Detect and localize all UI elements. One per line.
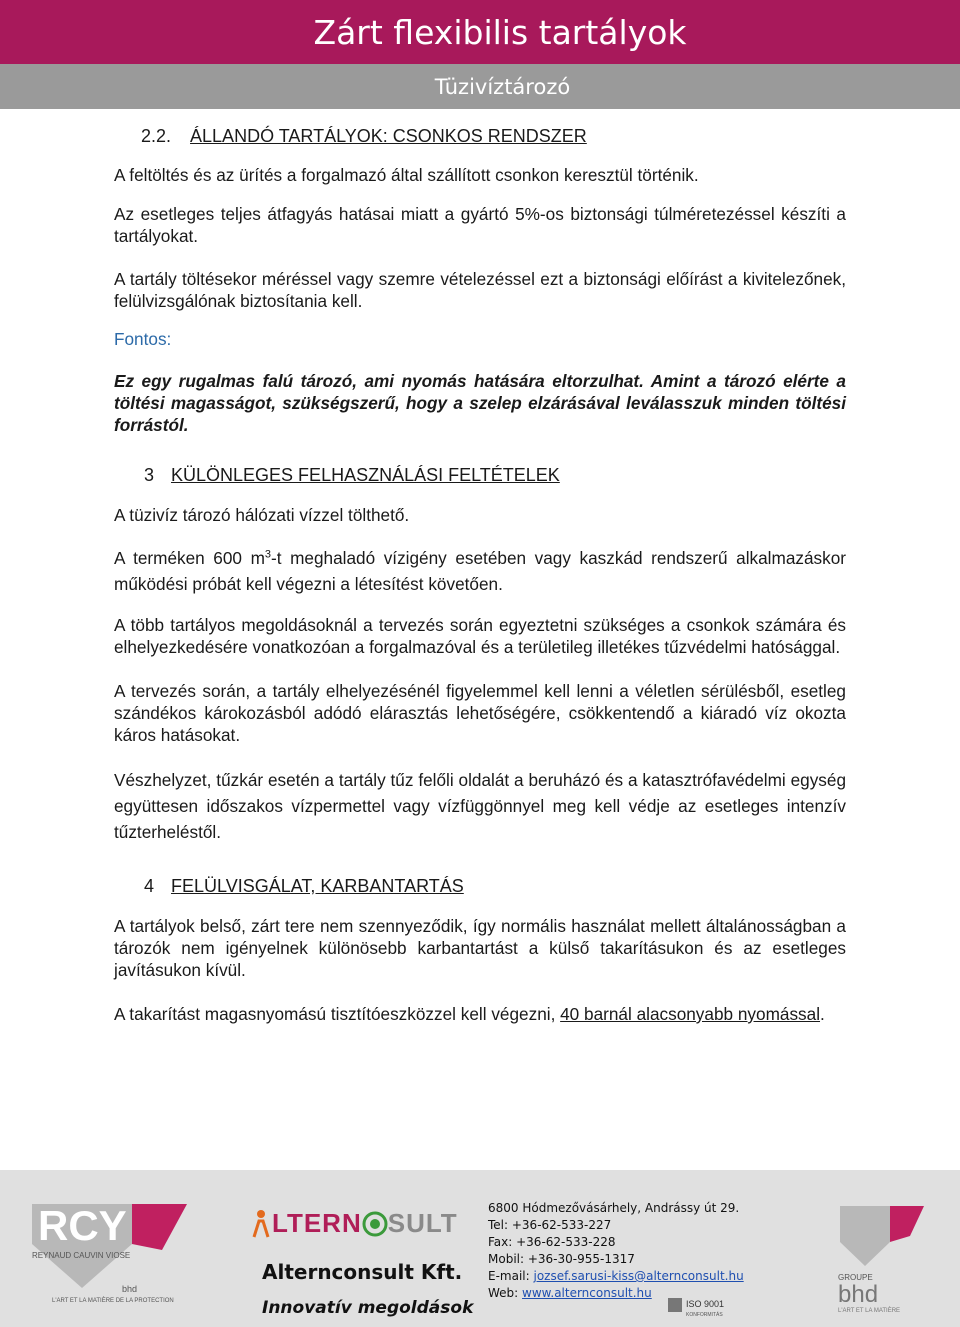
paragraph: A tüzivíz tározó hálózati vízzel tölthető. <box>114 505 410 525</box>
paragraph: A takarítást magasnyomású tisztítóeszközzel kell végezni, 40 barnál alacsonyabb nyomással. <box>114 1004 825 1024</box>
section-number: 4 <box>144 876 155 896</box>
page-footer <box>0 1170 960 1327</box>
company-name: Alternconsult Kft. <box>262 1260 463 1284</box>
iso-badge <box>668 1296 732 1320</box>
document-subtitle: Tüzivíztározó <box>0 64 960 109</box>
contact-block <box>488 1200 744 1302</box>
mobile: Mobil: +36-30-955-1317 <box>488 1252 635 1266</box>
svg-text:L'ART ET LA MATIÈRE DE LA PROT: L'ART ET LA MATIÈRE DE LA PROTECTION <box>52 1298 174 1304</box>
svg-text:L'ART ET LA MATIÈRE: L'ART ET LA MATIÈRE <box>838 1308 901 1314</box>
rcy-logo <box>22 1192 222 1317</box>
phone: Tel: +36-62-533-227 <box>488 1218 612 1232</box>
paragraph: A terméken 600 $m^3-t$ meghaladó vízigény esetében vagy kaszkád rendszerű alkalmazáskor működési próbát kell végezni a létesítést követően. <box>114 548 846 594</box>
warning-paragraph: Ez egy rugalmas falú tározó, ami nyomás hatására eltorzulhat. Amint a tározó elérte a töltési magasságot, szükségszerű, hogy a szelep elzárásával leválasszuk minden töltési forrástól. <box>114 371 846 435</box>
person-icon <box>250 1209 272 1239</box>
section-4-heading <box>114 875 846 897</box>
section-title: FELÜLVISGÁLAT, KARBANTARTÁS <box>171 876 464 896</box>
svg-text:GROUPE: GROUPE <box>838 1273 873 1282</box>
section-number: 3 <box>144 465 155 485</box>
svg-text:ISO 9001: ISO 9001 <box>686 1299 725 1309</box>
svg-text:REYNAUD CAUVIN VIOSE: REYNAUD CAUVIN VIOSE <box>32 1251 131 1260</box>
section-title: ÁLLANDÓ TARTÁLYOK: CSONKOS RENDSZER <box>190 126 587 146</box>
section-3-heading <box>114 464 846 486</box>
paragraph: Az esetleges teljes átfagyás hatásai miatt a gyártó 5%-os biztonsági túlméretezéssel készíti a tartályokat. <box>114 204 846 246</box>
svg-text:RCY: RCY <box>38 1202 127 1249</box>
document-title: Zárt flexibilis tartályok <box>0 0 960 64</box>
paragraph: A tervezés során, a tartály elhelyezésénél figyelemmel kell lenni a véletlen sérülésből, esetleg szándékos károkozásból adódó elárasztás lehetőségére, csökkentendő a kiáradó víz okozta káros hatásokat. <box>114 681 846 745</box>
paragraph: A több tartályos megoldásoknál a tervezés során egyeztetni szükséges a csonkok számára és elhelyezkedésére vonatkozóan a forgalmazóval és a területileg illetékes tűzvédelmi hatósággal. <box>114 615 846 657</box>
address: 6800 Hódmezővásárhely, Andrássy út 29. <box>488 1201 740 1215</box>
document-body <box>114 122 846 1025</box>
bhd-logo <box>832 1196 932 1314</box>
svg-text:bhd: bhd <box>122 1284 138 1294</box>
paragraph: A tartály töltésekor méréssel vagy szemre vételezéssel ezt a biztonsági előírást a kivitelezőnek, felülvizsgálónak biztosítania kell. <box>114 269 846 311</box>
company-tagline: Innovatív megoldások <box>262 1298 474 1318</box>
paragraph: Vészhelyzet, tűzkár esetén a tartály tűz felőli oldalát a beruházó és a katasztrófavédelmi egység együttesen időszakos vízpermettel vagy vízfüggönnyel meg kell védje az esetleges intenzív tűzterheléstől. <box>114 770 846 842</box>
paragraph: A feltöltés és az ürítés a forgalmazó által szállított csonkon keresztül történik. <box>114 165 699 185</box>
svg-text:bhd: bhd <box>838 1281 879 1308</box>
web-link[interactable]: www.alternconsult.hu <box>522 1286 652 1300</box>
email-link[interactable]: jozsef.sarusi-kiss@alternconsult.hu <box>533 1269 744 1283</box>
section-number: 2.2. <box>141 126 172 146</box>
fontos-label: Fontos: <box>114 329 172 349</box>
web-line: Web: www.alternconsult.hu <box>488 1286 652 1300</box>
section-2-2-heading <box>114 125 846 147</box>
alternconsult-logo: LTERN SULT <box>250 1208 458 1239</box>
paragraph: A tartályok belső, zárt tere nem szennyeződik, így normális használat mellett általánosságban a tározók nem igényelnek különösebb karbantartást a külső takarításukon és az esetleges javításukon kívül. <box>114 916 846 980</box>
fax: Fax: +36-62-533-228 <box>488 1235 616 1249</box>
section-title: KÜLÖNLEGES FELHASZNÁLÁSI FELTÉTELEK <box>171 465 560 485</box>
email-line: E-mail: jozsef.sarusi-kiss@alternconsult.hu <box>488 1269 744 1283</box>
svg-text:KONFORMITÁS: KONFORMITÁS <box>686 1312 723 1318</box>
globe-icon <box>362 1211 388 1237</box>
